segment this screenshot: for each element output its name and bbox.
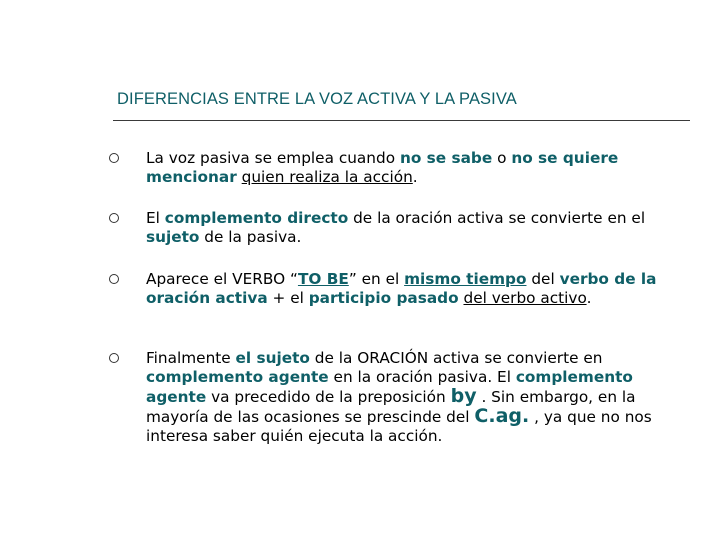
highlight-text: complemento agente [146, 368, 329, 386]
bullet-text: Finalmente [146, 349, 236, 367]
bullet-text: o [492, 149, 512, 167]
highlight-text: mismo tiempo [404, 270, 527, 288]
slide-title: DIFERENCIAS ENTRE LA VOZ ACTIVA Y LA PASIVA [117, 90, 517, 108]
bullet-text: en la oración pasiva. El [328, 368, 516, 386]
bullet-text: La voz pasiva se emplea cuando [146, 149, 400, 167]
highlight-text: no se quiere mencionar [146, 149, 619, 186]
highlight-text: el sujeto [235, 349, 310, 367]
underlined-text: del verbo activo [463, 289, 587, 307]
highlight-text: by [450, 385, 477, 407]
bullet-text: + el [267, 289, 309, 307]
highlight-text: verbo de la oración activa [146, 270, 657, 307]
circle-bullet-icon [109, 353, 119, 363]
underlined-text: quien realiza la acción [241, 168, 413, 186]
bullet-text: . [586, 289, 592, 307]
bullet-text: del [526, 270, 560, 288]
bullet-text: de la oración activa se convierte en el [348, 209, 646, 227]
bullet-text: . Sin embargo, en la mayoría de las ocasiones se prescinde del [146, 388, 636, 426]
bullet-text: va precedido de la preposición [206, 388, 451, 406]
bullet-item-agent-complement [146, 349, 691, 446]
bullet-item-passive-use [146, 149, 691, 187]
circle-bullet-icon [109, 153, 119, 163]
highlight-text: complemento directo [164, 209, 349, 227]
highlight-text: participio pasado [308, 289, 459, 307]
bullet-text: de la pasiva. [199, 228, 302, 246]
bullet-text: de la ORACIÓN activa se convierte en [309, 349, 603, 367]
bullet-text: ” en el [348, 270, 405, 288]
highlight-text: sujeto [146, 228, 200, 246]
circle-bullet-icon [109, 213, 119, 223]
bullet-item-direct-object [146, 209, 691, 247]
highlight-text: TO BE [297, 270, 349, 288]
bullet-text: Aparece el VERBO “ [146, 270, 298, 288]
circle-bullet-icon [109, 274, 119, 284]
highlight-text: no se sabe [399, 149, 493, 167]
bullet-text: El [146, 209, 165, 227]
bullet-item-to-be [146, 270, 691, 308]
bullet-text: , ya que no nos interesa saber quién ejecuta la acción. [146, 408, 652, 445]
highlight-text: C.ag. [474, 405, 530, 427]
highlight-text: complemento agente [146, 368, 633, 406]
bullet-text: . [412, 168, 418, 186]
